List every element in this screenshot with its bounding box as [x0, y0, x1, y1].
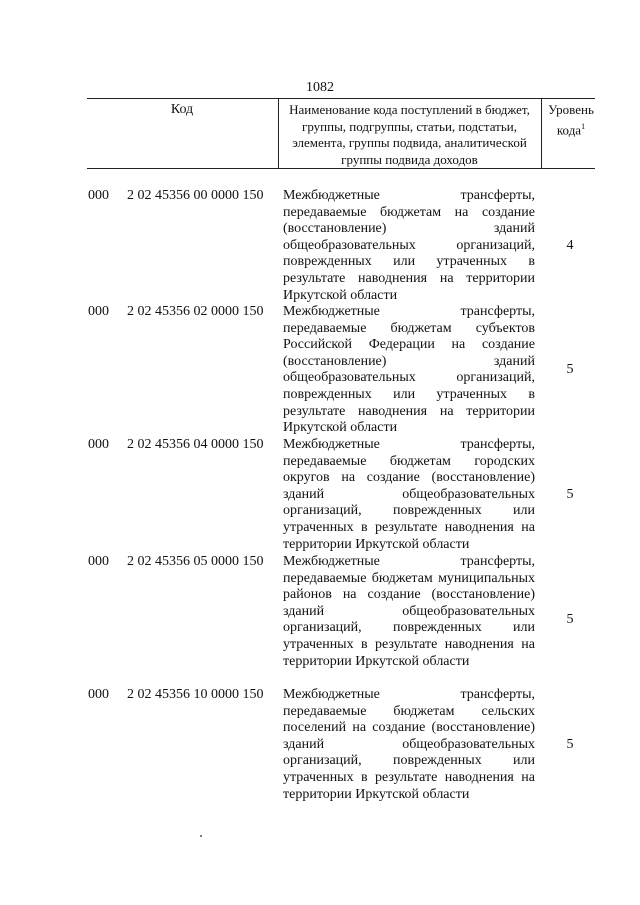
admin-code: 000	[88, 437, 109, 452]
column-header-code: Код	[170, 102, 194, 117]
scan-speck	[200, 835, 202, 837]
code-level: 5	[566, 612, 574, 627]
revenue-code: 2 02 45356 10 0000 150	[127, 687, 264, 702]
revenue-name: Межбюджетные трансферты, передаваемые бюджетам городских округов на создание (восстановление) зданий общеобразовательных организаций, поврежденных или утраченных в результате наводнения на территории Иркутской области	[283, 437, 535, 552]
revenue-name: Межбюджетные трансферты, передаваемые бюджетам субъектов Российской Федерации на создание (восстановление) зданий общеобразовательных организаций, поврежденных или утраченных в результате наводнения на территории Иркутской области	[283, 304, 535, 436]
revenue-code: 2 02 45356 05 0000 150	[127, 554, 264, 569]
header-bottom-rule	[87, 168, 595, 169]
revenue-code: 2 02 45356 00 0000 150	[127, 188, 264, 203]
footnote-marker: 1	[581, 121, 586, 131]
admin-code: 000	[88, 687, 109, 702]
revenue-name: Межбюджетные трансферты, передаваемые бюджетам муниципальных районов на создание (восстановление) зданий общеобразовательных организаций, поврежденных или утраченных в результате наводнения на территории Иркутской области	[283, 554, 535, 669]
admin-code: 000	[88, 554, 109, 569]
admin-code: 000	[88, 188, 109, 203]
revenue-name: Межбюджетные трансферты, передаваемые бюджетам сельских поселений на создание (восстановление) зданий общеобразовательных организаций, поврежденных или утраченных в результате наводнения на территории Иркутской области	[283, 687, 535, 802]
code-level: 5	[566, 737, 574, 752]
header-top-rule	[87, 98, 595, 99]
admin-code: 000	[88, 304, 109, 319]
column-header-name: Наименование кода поступлений в бюджет, группы, подгруппы, статьи, подстатьи, элемента, группы подвида, аналитической группы подвида доходов	[289, 102, 530, 167]
code-level: 5	[566, 487, 574, 502]
revenue-code: 2 02 45356 04 0000 150	[127, 437, 264, 452]
column-header-level-text: Уровень кода	[548, 102, 594, 137]
code-level: 4	[566, 238, 574, 253]
code-level: 5	[566, 362, 574, 377]
revenue-name: Межбюджетные трансферты, передаваемые бюджетам на создание (восстановление) зданий общеобразовательных организаций, поврежденных или утраченных в результате наводнения на территории Иркутской области	[283, 188, 535, 303]
column-header-level	[542, 102, 600, 138]
revenue-code: 2 02 45356 02 0000 150	[127, 304, 264, 319]
page-number: 1082	[306, 80, 334, 95]
